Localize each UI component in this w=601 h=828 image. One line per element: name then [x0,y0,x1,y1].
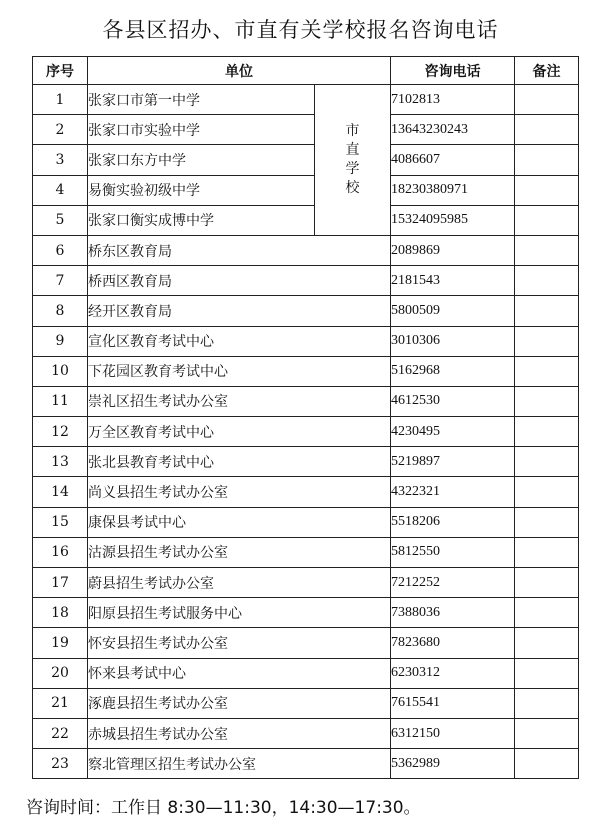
table-row [33,266,579,296]
cell-note [515,537,579,567]
cell-seq: 19 [33,628,88,658]
cell-phone: 3010306 [391,326,515,356]
table-row [33,749,579,779]
cell-phone: 2181543 [391,266,515,296]
header-unit: 单位 [88,57,391,85]
cell-seq: 20 [33,658,88,688]
cell-note [515,85,579,115]
header-note: 备注 [515,57,579,85]
cell-unit: 怀来县考试中心 [88,658,391,688]
cell-seq: 6 [33,235,88,265]
table-row [33,356,579,386]
table-row [33,658,579,688]
cell-seq: 12 [33,417,88,447]
cell-unit: 张北县教育考试中心 [88,447,391,477]
header-phone: 咨询电话 [391,57,515,85]
table-row [33,175,579,205]
cell-unit: 张家口市实验中学 [88,115,315,145]
cell-seq: 16 [33,537,88,567]
cell-unit: 张家口东方中学 [88,145,315,175]
cell-note [515,688,579,718]
cell-phone: 5219897 [391,447,515,477]
cell-seq: 10 [33,356,88,386]
cell-note [515,447,579,477]
cell-unit: 万全区教育考试中心 [88,417,391,447]
cell-phone: 6312150 [391,718,515,748]
cell-phone: 4086607 [391,145,515,175]
table-row [33,115,579,145]
page-title: 各县区招办、市直有关学校报名咨询电话 [102,18,499,42]
cell-note [515,356,579,386]
cell-phone: 7823680 [391,628,515,658]
table-header-row [33,57,579,85]
cell-unit: 宣化区教育考试中心 [88,326,391,356]
table-body [33,85,579,779]
cell-unit: 易衡实验初级中学 [88,175,315,205]
cell-phone: 7388036 [391,598,515,628]
cell-phone: 18230380971 [391,175,515,205]
cell-note [515,386,579,416]
cell-note [515,658,579,688]
cell-unit: 崇礼区招生考试办公室 [88,386,391,416]
table-row [33,718,579,748]
cell-seq: 23 [33,749,88,779]
consult-hours: 咨询时间：工作日 8:30—11:30，14:30—17:30。 [26,798,421,818]
group-label-city-schools [315,85,391,236]
table-row [33,326,579,356]
group-label-char: 学 [345,160,360,177]
table-row [33,477,579,507]
table-row [33,688,579,718]
cell-unit: 沽源县招生考试办公室 [88,537,391,567]
cell-unit: 怀安县招生考试办公室 [88,628,391,658]
cell-note [515,598,579,628]
cell-phone: 5362989 [391,749,515,779]
cell-unit: 尚义县招生考试办公室 [88,477,391,507]
cell-phone: 7212252 [391,568,515,598]
cell-seq: 21 [33,688,88,718]
cell-seq: 18 [33,598,88,628]
cell-note [515,175,579,205]
cell-phone: 5800509 [391,296,515,326]
cell-note [515,145,579,175]
cell-seq: 9 [33,326,88,356]
cell-note [515,417,579,447]
cell-unit: 桥西区教育局 [88,266,391,296]
table-row [33,628,579,658]
table-row [33,145,579,175]
cell-seq: 17 [33,568,88,598]
table-row [33,386,579,416]
cell-phone: 4612530 [391,386,515,416]
cell-phone: 5162968 [391,356,515,386]
cell-unit: 蔚县招生考试办公室 [88,568,391,598]
cell-seq: 22 [33,718,88,748]
table-row [33,447,579,477]
cell-seq: 8 [33,296,88,326]
cell-seq: 15 [33,507,88,537]
cell-note [515,568,579,598]
cell-phone: 6230312 [391,658,515,688]
cell-unit: 察北管理区招生考试办公室 [88,749,391,779]
cell-note [515,235,579,265]
cell-seq: 14 [33,477,88,507]
header-seq: 序号 [33,57,88,85]
cell-unit: 涿鹿县招生考试办公室 [88,688,391,718]
contact-table [32,56,579,779]
cell-seq: 11 [33,386,88,416]
cell-seq: 2 [33,115,88,145]
table-row [33,507,579,537]
cell-seq: 1 [33,85,88,115]
table-row [33,85,579,115]
cell-phone: 5812550 [391,537,515,567]
table-row [33,205,579,235]
cell-phone: 4230495 [391,417,515,447]
table-row [33,568,579,598]
table-row [33,537,579,567]
cell-phone: 13643230243 [391,115,515,145]
cell-seq: 7 [33,266,88,296]
cell-unit: 下花园区教育考试中心 [88,356,391,386]
cell-note [515,628,579,658]
cell-seq: 5 [33,205,88,235]
cell-unit: 桥东区教育局 [88,235,391,265]
cell-unit: 康保县考试中心 [88,507,391,537]
cell-phone: 5518206 [391,507,515,537]
cell-seq: 3 [33,145,88,175]
cell-seq: 4 [33,175,88,205]
group-label-char: 市 [345,122,360,139]
cell-phone: 2089869 [391,235,515,265]
cell-seq: 13 [33,447,88,477]
table-row [33,296,579,326]
cell-note [515,477,579,507]
cell-note [515,749,579,779]
cell-note [515,507,579,537]
cell-unit: 张家口市第一中学 [88,85,315,115]
cell-note [515,205,579,235]
cell-unit: 张家口衡实成博中学 [88,205,315,235]
table-row [33,235,579,265]
cell-unit: 经开区教育局 [88,296,391,326]
cell-unit: 赤城县招生考试办公室 [88,718,391,748]
cell-note [515,296,579,326]
cell-phone: 4322321 [391,477,515,507]
table-row [33,417,579,447]
cell-phone: 7102813 [391,85,515,115]
cell-note [515,266,579,296]
group-label-char: 校 [345,179,360,196]
group-label-char: 直 [345,141,360,158]
cell-phone: 7615541 [391,688,515,718]
table-row [33,598,579,628]
cell-note [515,718,579,748]
cell-note [515,115,579,145]
cell-note [515,326,579,356]
cell-phone: 15324095985 [391,205,515,235]
cell-unit: 阳原县招生考试服务中心 [88,598,391,628]
